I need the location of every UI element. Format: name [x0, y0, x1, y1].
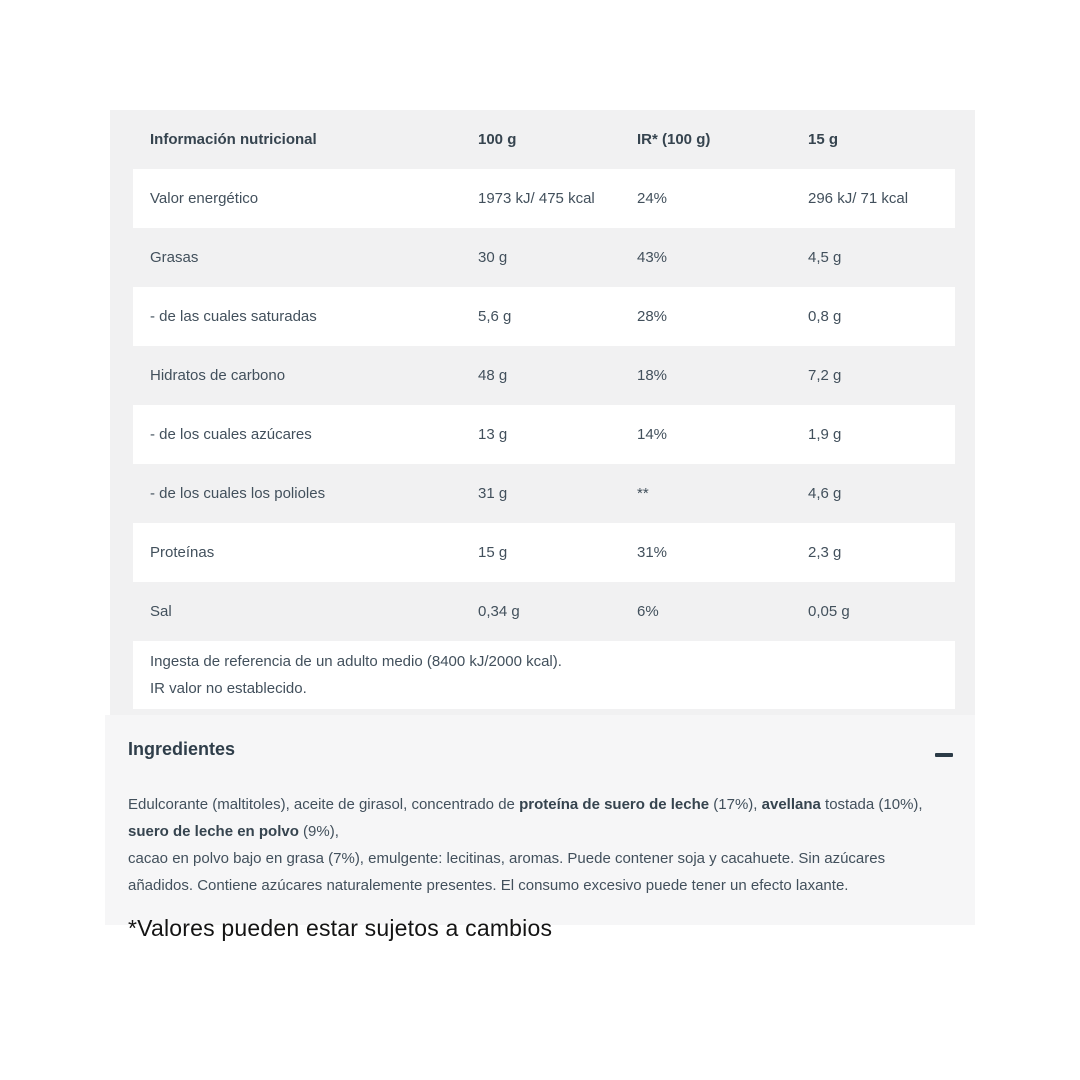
table-row-saturates: [133, 287, 955, 346]
row-label: Grasas: [150, 249, 199, 266]
table-row-salt: [110, 582, 975, 641]
ingredients-text: Edulcorante (maltitoles), aceite de girasol, concentrado de proteína de suero de leche (17%), avellana tostada (10%), suero de leche en polvo (9%), cacao en polvo bajo en grasa (7%), emulgente: lecitinas, aromas. Puede contener soja y cacahuete. Sin azúcares añadidos. Contiene azúcares naturalemente presentes. El consumo excesivo puede tener un efecto laxante.: [128, 796, 923, 894]
table-row-fat: [110, 228, 975, 287]
row-per100: 30 g: [478, 249, 508, 266]
row-ir: 14%: [637, 426, 668, 443]
row-ir: 31%: [637, 544, 668, 561]
row-per100: 1973 kJ/ 475 kcal: [478, 190, 595, 207]
row-ir: 28%: [637, 308, 668, 325]
header-ir-100g: IR* (100 g): [637, 131, 711, 148]
row-per100: 15 g: [478, 544, 508, 561]
minus-icon: [935, 753, 953, 757]
reference-intake-line2: IR valor no establecido.: [150, 680, 307, 697]
row-per15: 0,05 g: [808, 603, 850, 620]
row-label: Proteínas: [150, 544, 215, 561]
row-per100: 5,6 g: [478, 308, 512, 325]
row-label: - de los cuales azúcares: [150, 426, 312, 443]
nutrition-table: [110, 110, 975, 715]
nutrition-table-header: [110, 110, 975, 169]
table-row-energy: [133, 169, 955, 228]
reference-intake-note: [133, 641, 955, 709]
row-per15: 2,3 g: [808, 544, 842, 561]
collapse-minus-icon[interactable]: [935, 747, 953, 763]
row-label: - de los cuales los polioles: [150, 485, 326, 502]
row-per100: 13 g: [478, 426, 508, 443]
row-ir: 6%: [637, 603, 659, 620]
row-ir: 43%: [637, 249, 668, 266]
row-ir: 18%: [637, 367, 668, 384]
row-per15: 4,6 g: [808, 485, 842, 502]
row-ir: **: [637, 485, 649, 502]
row-label: Sal: [150, 603, 172, 620]
header-per-100g: 100 g: [478, 131, 517, 148]
table-row-sugars: [133, 405, 955, 464]
header-nutrition-info: Información nutricional: [150, 131, 317, 148]
row-per15: 1,9 g: [808, 426, 842, 443]
row-per15: 0,8 g: [808, 308, 842, 325]
header-per-15g: 15 g: [808, 131, 839, 148]
reference-intake-line1: Ingesta de referencia de un adulto medio (8400 kJ/2000 kcal).: [150, 653, 562, 670]
table-row-protein: [133, 523, 955, 582]
row-per15: 7,2 g: [808, 367, 842, 384]
row-label: Hidratos de carbono: [150, 367, 286, 384]
row-per15: 296 kJ/ 71 kcal: [808, 190, 909, 207]
ingredients-section: [105, 715, 975, 925]
table-row-polyols: [110, 464, 975, 523]
row-per15: 4,5 g: [808, 249, 842, 266]
row-per100: 48 g: [478, 367, 508, 384]
row-label: Valor energético: [150, 190, 259, 207]
row-label: - de las cuales saturadas: [150, 308, 317, 325]
values-disclaimer: *Valores pueden estar sujetos a cambios: [128, 915, 553, 941]
table-row-carbohydrates: [110, 346, 975, 405]
ingredients-title: Ingredientes: [128, 739, 236, 759]
row-per100: 31 g: [478, 485, 508, 502]
row-ir: 24%: [637, 190, 668, 207]
row-per100: 0,34 g: [478, 603, 520, 620]
